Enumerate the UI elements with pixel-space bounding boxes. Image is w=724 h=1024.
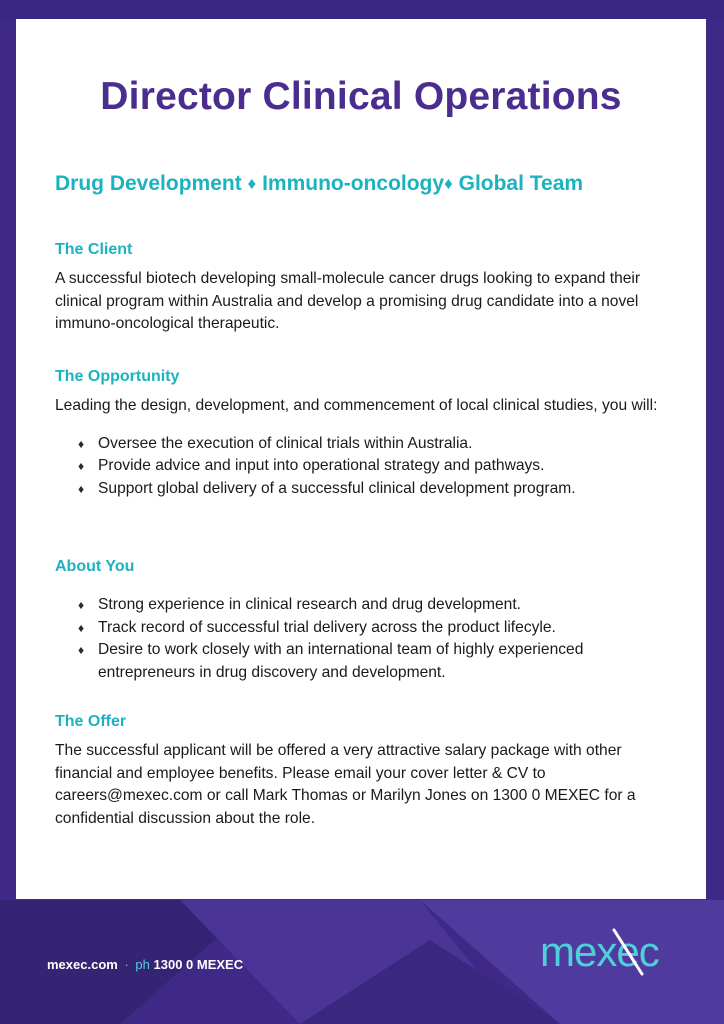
section-opportunity	[55, 368, 675, 500]
diamond-bullet-icon: ♦	[78, 459, 85, 474]
list-item-text: Oversee the execution of clinical trials within Australia.	[98, 434, 473, 452]
content-card	[16, 19, 706, 899]
tagline-item-drug-development: Drug Development	[55, 172, 242, 195]
list-item-text: Track record of successful trial delivery across the product lifecyle.	[98, 618, 556, 636]
diamond-bullet-icon: ♦	[78, 620, 85, 635]
footer-website-link[interactable]: mexec.com	[47, 957, 118, 972]
opportunity-intro: Leading the design, development, and commencement of local clinical studies, you will:	[55, 397, 658, 414]
list-item-text: Support global delivery of a successful clinical development program.	[98, 479, 576, 497]
list-item	[55, 639, 675, 684]
list-item-text: Provide advice and input into operational strategy and pathways.	[98, 457, 545, 475]
page-title: Director Clinical Operations	[100, 75, 622, 118]
footer-phone-number: 1300 0 MEXEC	[153, 957, 244, 972]
diamond-bullet-icon: ♦	[78, 481, 85, 496]
mexec-logo	[540, 922, 690, 982]
list-item-text: Strong experience in clinical research and drug development.	[98, 596, 522, 613]
list-item	[55, 455, 675, 478]
tagline	[55, 172, 583, 196]
footer-contact	[47, 957, 243, 972]
diamond-bullet-icon: ♦	[78, 598, 85, 612]
client-text: A successful biotech developing small-molecule cancer drugs looking to expand their clinical program within Australia and develop a promising drug candidate into a novel immuno-oncological therapeutic.	[55, 270, 641, 333]
footer-separator: ·	[124, 957, 129, 972]
tagline-item-global-team: Global Team	[458, 172, 584, 195]
list-item	[55, 594, 675, 617]
list-item	[55, 617, 675, 640]
section-heading-about-you: About You	[55, 558, 135, 575]
list-item	[55, 433, 675, 456]
diamond-bullet-icon: ♦	[78, 436, 85, 451]
tagline-item-immuno-oncology: Immuno-oncology	[262, 172, 445, 195]
section-heading-offer: The Offer	[55, 713, 127, 730]
section-heading-opportunity: The Opportunity	[55, 368, 180, 385]
section-offer	[55, 713, 675, 830]
list-item	[55, 478, 675, 501]
footer-phone-label: ph	[135, 957, 150, 972]
list-item-text: Desire to work closely with an international team of highly experienced entrepreneurs in drug discovery and development.	[98, 641, 584, 681]
diamond-bullet-icon: ♦	[78, 643, 85, 658]
diamond-icon: ♦	[444, 174, 453, 193]
mexec-logo-text: mexec	[540, 928, 659, 975]
diamond-icon: ♦	[247, 174, 257, 193]
section-heading-client: The Client	[55, 241, 133, 258]
section-client	[55, 241, 675, 336]
about-bullet-list	[55, 594, 675, 684]
opportunity-bullet-list	[55, 433, 675, 501]
offer-text: The successful applicant will be offered a very attractive salary package with other financial and employee benefits. Please email your cover letter & CV to careers@mexec.com or call Mark Thomas or Marilyn Jones on 1300 0 MEXEC for a confidential discussion about the role.	[55, 742, 636, 827]
section-about-you	[55, 558, 675, 684]
